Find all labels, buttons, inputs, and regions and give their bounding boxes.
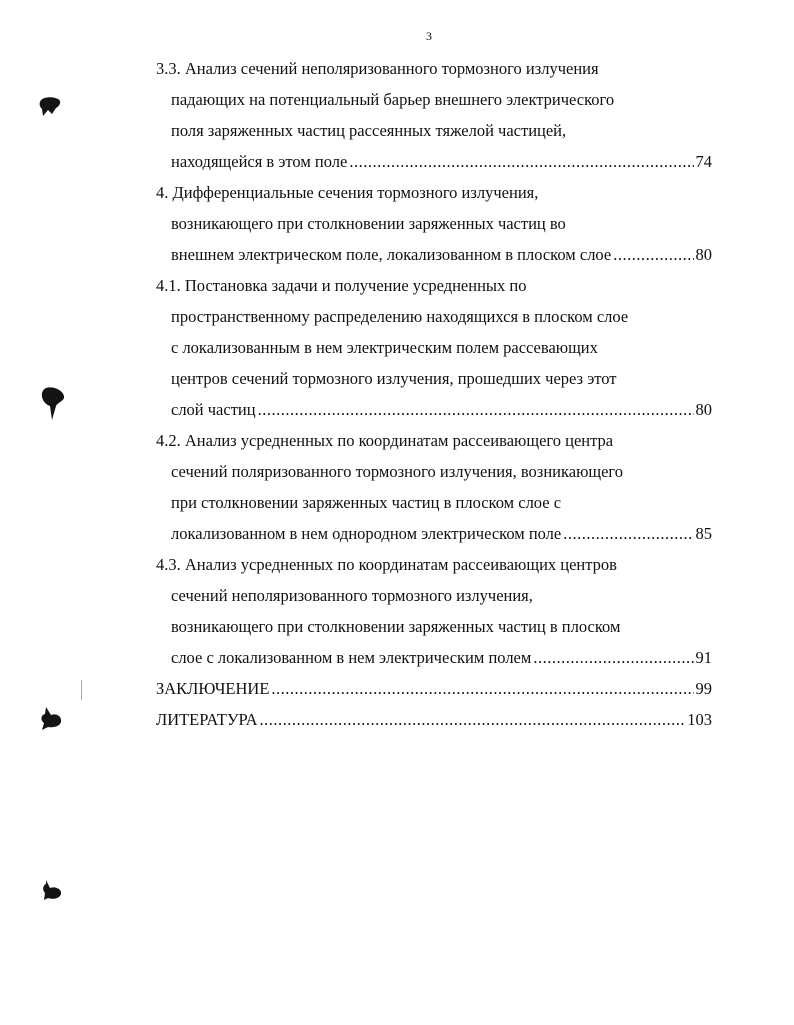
toc-line: находящейся в этом поле — [171, 152, 348, 171]
toc-literature-label: ЛИТЕРАТУРА — [156, 710, 258, 729]
toc-entry-literature — [152, 704, 712, 735]
toc-line: возникающего при столкновении заряженных частиц во — [171, 214, 566, 233]
toc-page-number: 80 — [695, 245, 712, 264]
toc-line: слой частиц — [171, 400, 256, 419]
toc-conclusion-label: ЗАКЛЮЧЕНИЕ — [156, 679, 270, 698]
toc-page-number: 85 — [695, 524, 712, 543]
scan-artifact-blot — [40, 878, 66, 902]
toc-line: сечений неполяризованного тормозного излучения, — [171, 586, 533, 605]
dot-leader — [349, 146, 693, 177]
toc-entry-4-1-final — [152, 394, 712, 425]
dot-leader — [533, 642, 693, 673]
toc-line: локализованном в нем однородном электрическом поле — [171, 524, 562, 543]
toc-page-number: 74 — [695, 152, 712, 171]
toc-line: возникающего при столкновении заряженных частиц в плоском — [171, 617, 621, 636]
dot-leader — [260, 704, 686, 735]
toc-line: сечений поляризованного тормозного излучения, возникающего — [171, 462, 624, 481]
toc-page-number: 91 — [695, 648, 712, 667]
toc-line: центров сечений тормозного излучения, прошедших через этот — [171, 369, 617, 388]
toc-page-number: 103 — [687, 710, 712, 729]
scan-artifact-blot — [38, 706, 64, 732]
table-of-contents — [152, 53, 712, 735]
toc-line: 4.2. Анализ усредненных по координатам рассеивающего центра — [156, 431, 614, 450]
scan-artifact-blot — [40, 386, 66, 422]
toc-page-number: 80 — [695, 400, 712, 419]
toc-line: поля заряженных частиц рассеянных тяжелой частицей, — [171, 121, 567, 140]
scan-artifact-line — [81, 680, 82, 700]
toc-entry-4-3-final — [152, 642, 712, 673]
toc-entry-3-3-final — [152, 146, 712, 177]
toc-line: внешнем электрическом поле, локализованном в плоском слое — [171, 245, 612, 264]
toc-line: падающих на потенциальный барьер внешнего электрического — [171, 90, 615, 109]
toc-line: 3.3. Анализ сечений неполяризованного тормозного излучения — [156, 59, 599, 78]
toc-line: слое с локализованном в нем электрическим полем — [171, 648, 532, 667]
scan-artifact-blot — [38, 96, 64, 118]
dot-leader — [271, 673, 693, 704]
toc-page-number: 99 — [695, 679, 712, 698]
toc-line: 4.1. Постановка задачи и получение усредненных по — [156, 276, 527, 295]
dot-leader — [258, 394, 694, 425]
toc-line: при столкновении заряженных частиц в плоском слое с — [171, 493, 562, 512]
toc-entry-4-final — [152, 239, 712, 270]
page-number: 3 — [426, 29, 432, 43]
dot-leader — [563, 518, 693, 549]
toc-line: 4. Дифференциальные сечения тормозного излучения, — [156, 183, 539, 202]
toc-line: пространственному распределению находящихся в плоском слое — [171, 307, 629, 326]
toc-line: с локализованным в нем электрическим полем рассевающих — [171, 338, 598, 357]
toc-entry-conclusion — [152, 673, 712, 704]
toc-entry-4-2-final — [152, 518, 712, 549]
dot-leader — [613, 239, 693, 270]
toc-line: 4.3. Анализ усредненных по координатам рассеивающих центров — [156, 555, 617, 574]
